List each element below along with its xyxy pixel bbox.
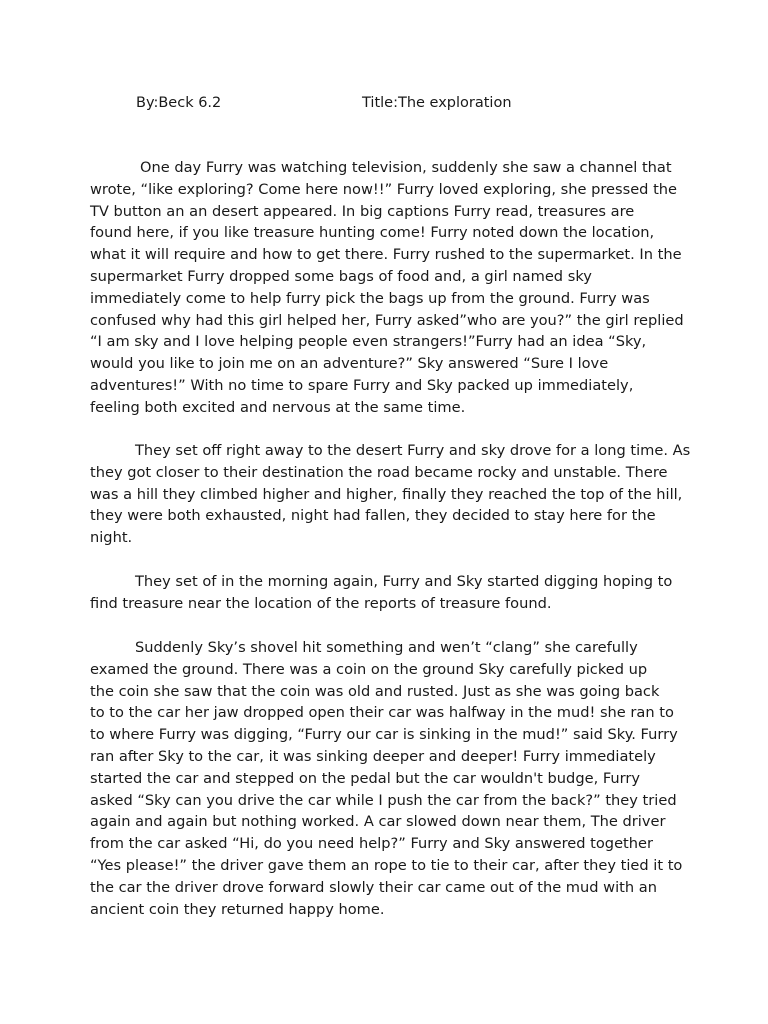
text-line: the coin she saw that the coin was old and rusted. Just as she was going back [90,682,660,700]
text-line: They set of in the morning again, Furry and Sky started digging hoping to [135,573,673,590]
text-line: what it will require and how to get there. Furry rushed to the supermarket. In the [90,246,682,264]
text-line: they were both exhausted, night had fallen, they decided to stay here for the [90,507,656,525]
text-line: the car the driver drove forward slowly their car came out of the mud with an [90,878,657,896]
text-line: from the car asked “Hi, do you need help?” Furry and Sky answered together [90,835,653,853]
paragraph-1 [90,157,684,419]
text-line: confused why had this girl helped her, Furry asked”who are you?” the girl replied [90,311,684,329]
text-line: started the car and stepped on the pedal but the car wouldn't budge, Furry [90,769,641,787]
paragraph-2 [90,440,690,549]
text-line: ran after Sky to the car, it was sinking deeper and deeper! Furry immediately [90,747,656,765]
story-title: Title:The exploration [362,95,512,111]
text-line: One day Furry was watching television, suddenly she saw a channel that [140,159,672,176]
text-line: wrote, “like exploring? Come here now!!” Furry loved exploring, she pressed the [90,180,678,198]
paragraph-3 [90,571,672,615]
text-line: “I am sky and I love helping people even strangers!”Furry had an idea “Sky, [90,333,647,351]
text-line: night. [90,529,133,547]
text-line: was a hill they climbed higher and higher, finally they reached the top of the hill, [90,485,683,503]
text-line: feeling both excited and nervous at the same time. [90,398,466,416]
text-line: again and again but nothing worked. A car slowed down near them, The driver [90,813,666,831]
text-line: TV button an an desert appeared. In big captions Furry read, treasures are [90,202,635,220]
text-line: Suddenly Sky’s shovel hit something and wen’t “clang” she carefully [135,639,638,656]
text-line: They set off right away to the desert Furry and sky drove for a long time. As [135,442,691,459]
text-line: find treasure near the location of the reports of treasure found. [90,594,552,612]
text-line: examed the ground. There was a coin on the ground Sky carefully picked up [90,660,648,678]
text-line: they got closer to their destination the road became rocky and unstable. There [90,463,668,481]
text-line: would you like to join me on an adventure?” Sky answered “Sure I love [90,355,609,373]
text-line: to to the car her jaw dropped open their car was halfway in the mud! she ran to [90,704,674,722]
text-line: ancient coin they returned happy home. [90,900,385,918]
text-line: found here, if you like treasure hunting come! Furry noted down the location, [90,224,655,242]
text-line: adventures!” With no time to spare Furry and Sky packed up immediately, [90,376,634,394]
text-line: to where Furry was digging, “Furry our car is sinking in the mud!” said Sky. Furry [90,726,678,744]
paragraph-4 [90,637,682,920]
text-line: supermarket Furry dropped some bags of food and, a girl named sky [90,267,592,285]
author-byline: By:Beck 6.2 [136,95,222,111]
text-line: asked “Sky can you drive the car while I push the car from the back?” they tried [90,791,677,809]
text-line: immediately come to help furry pick the bags up from the ground. Furry was [90,289,650,307]
text-line: “Yes please!” the driver gave them an rope to tie to their car, after they tied it to [90,856,683,874]
